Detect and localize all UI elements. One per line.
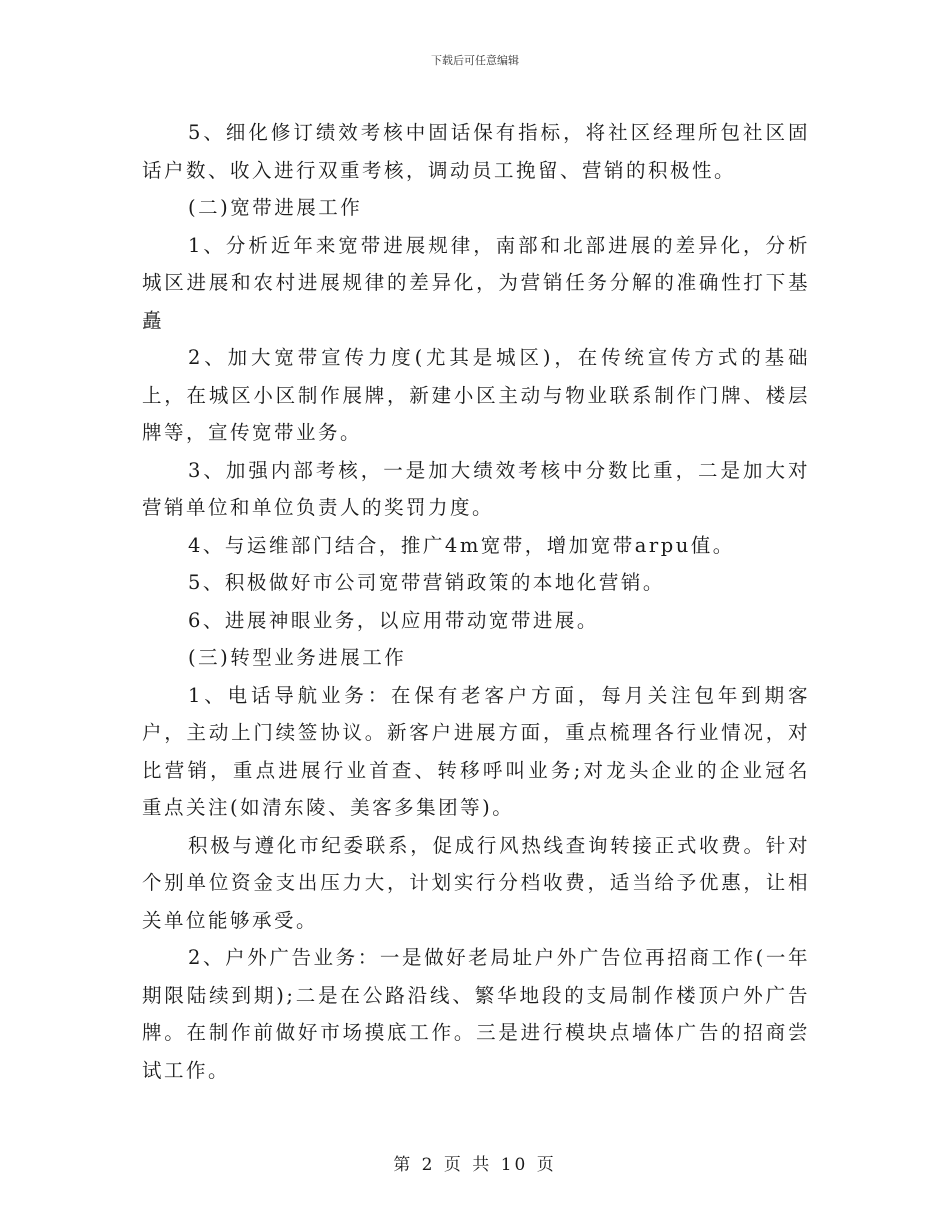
paragraph-phone-navigation: 1、电话导航业务：在保有老客户方面，每月关注包年到期客户，主动上门续签协议。新客户进展方面，重点梳理各行业情况，对比营销，重点进展行业首查、转移呼叫业务;对龙头企业的企业冠名重点关注(如清东陵、美客多集团等)。 bbox=[142, 683, 810, 819]
paragraph-outdoor-advertising: 2、户外广告业务：一是做好老局址户外广告位再招商工作(一年期限陆续到期);二是在公路沿线、繁华地段的支局制作楼顶户外广告牌。在制作前做好市场摸底工作。三是进行模块点墙体广告的招商尝试工作。 bbox=[142, 946, 810, 1082]
document-body bbox=[142, 114, 810, 1089]
paragraph-hotline-charging: 积极与遵化市纪委联系，促成行风热线查询转接正式收费。针对个别单位资金支出压力大，计划实行分档收费，适当给予优惠，让相关单位能够承受。 bbox=[142, 833, 810, 932]
paragraph-localized-marketing: 5、积极做好市公司宽带营销政策的本地化营销。 bbox=[188, 571, 665, 594]
paragraph-4m-broadband: 4、与运维部门结合，推广4m宽带，增加宽带arpu值。 bbox=[188, 533, 735, 557]
section-heading-transformation: (三)转型业务进展工作 bbox=[188, 646, 407, 669]
paragraph-broadband-promotion: 2、加大宽带宣传力度(尤其是城区)，在传统宣传方式的基础上，在城区小区制作展牌，新建小区主动与物业联系制作门牌、楼层牌等，宣传宽带业务。 bbox=[142, 346, 810, 444]
section-heading-broadband: (二)宽带进展工作 bbox=[188, 196, 363, 219]
page-header: 下载后可任意编辑 bbox=[431, 54, 519, 67]
paragraph-fixed-line-retention: 5、细化修订绩效考核中固话保有指标，将社区经理所包社区固话户数、收入进行双重考核，调动员工挽留、营销的积极性。 bbox=[142, 121, 810, 182]
paragraph-internal-assessment: 3、加强内部考核，一是加大绩效考核中分数比重，二是加大对营销单位和单位负责人的奖罚力度。 bbox=[142, 458, 810, 519]
page-number-footer: 第 2 页 共 10 页 bbox=[393, 1155, 557, 1175]
paragraph-shenyan-service: 6、进展神眼业务，以应用带动宽带进展。 bbox=[188, 608, 599, 632]
paragraph-broadband-analysis: 1、分析近年来宽带进展规律，南部和北部进展的差异化，分析城区进展和农村进展规律的差异化，为营销任务分解的准确性打下基矗 bbox=[142, 233, 810, 332]
